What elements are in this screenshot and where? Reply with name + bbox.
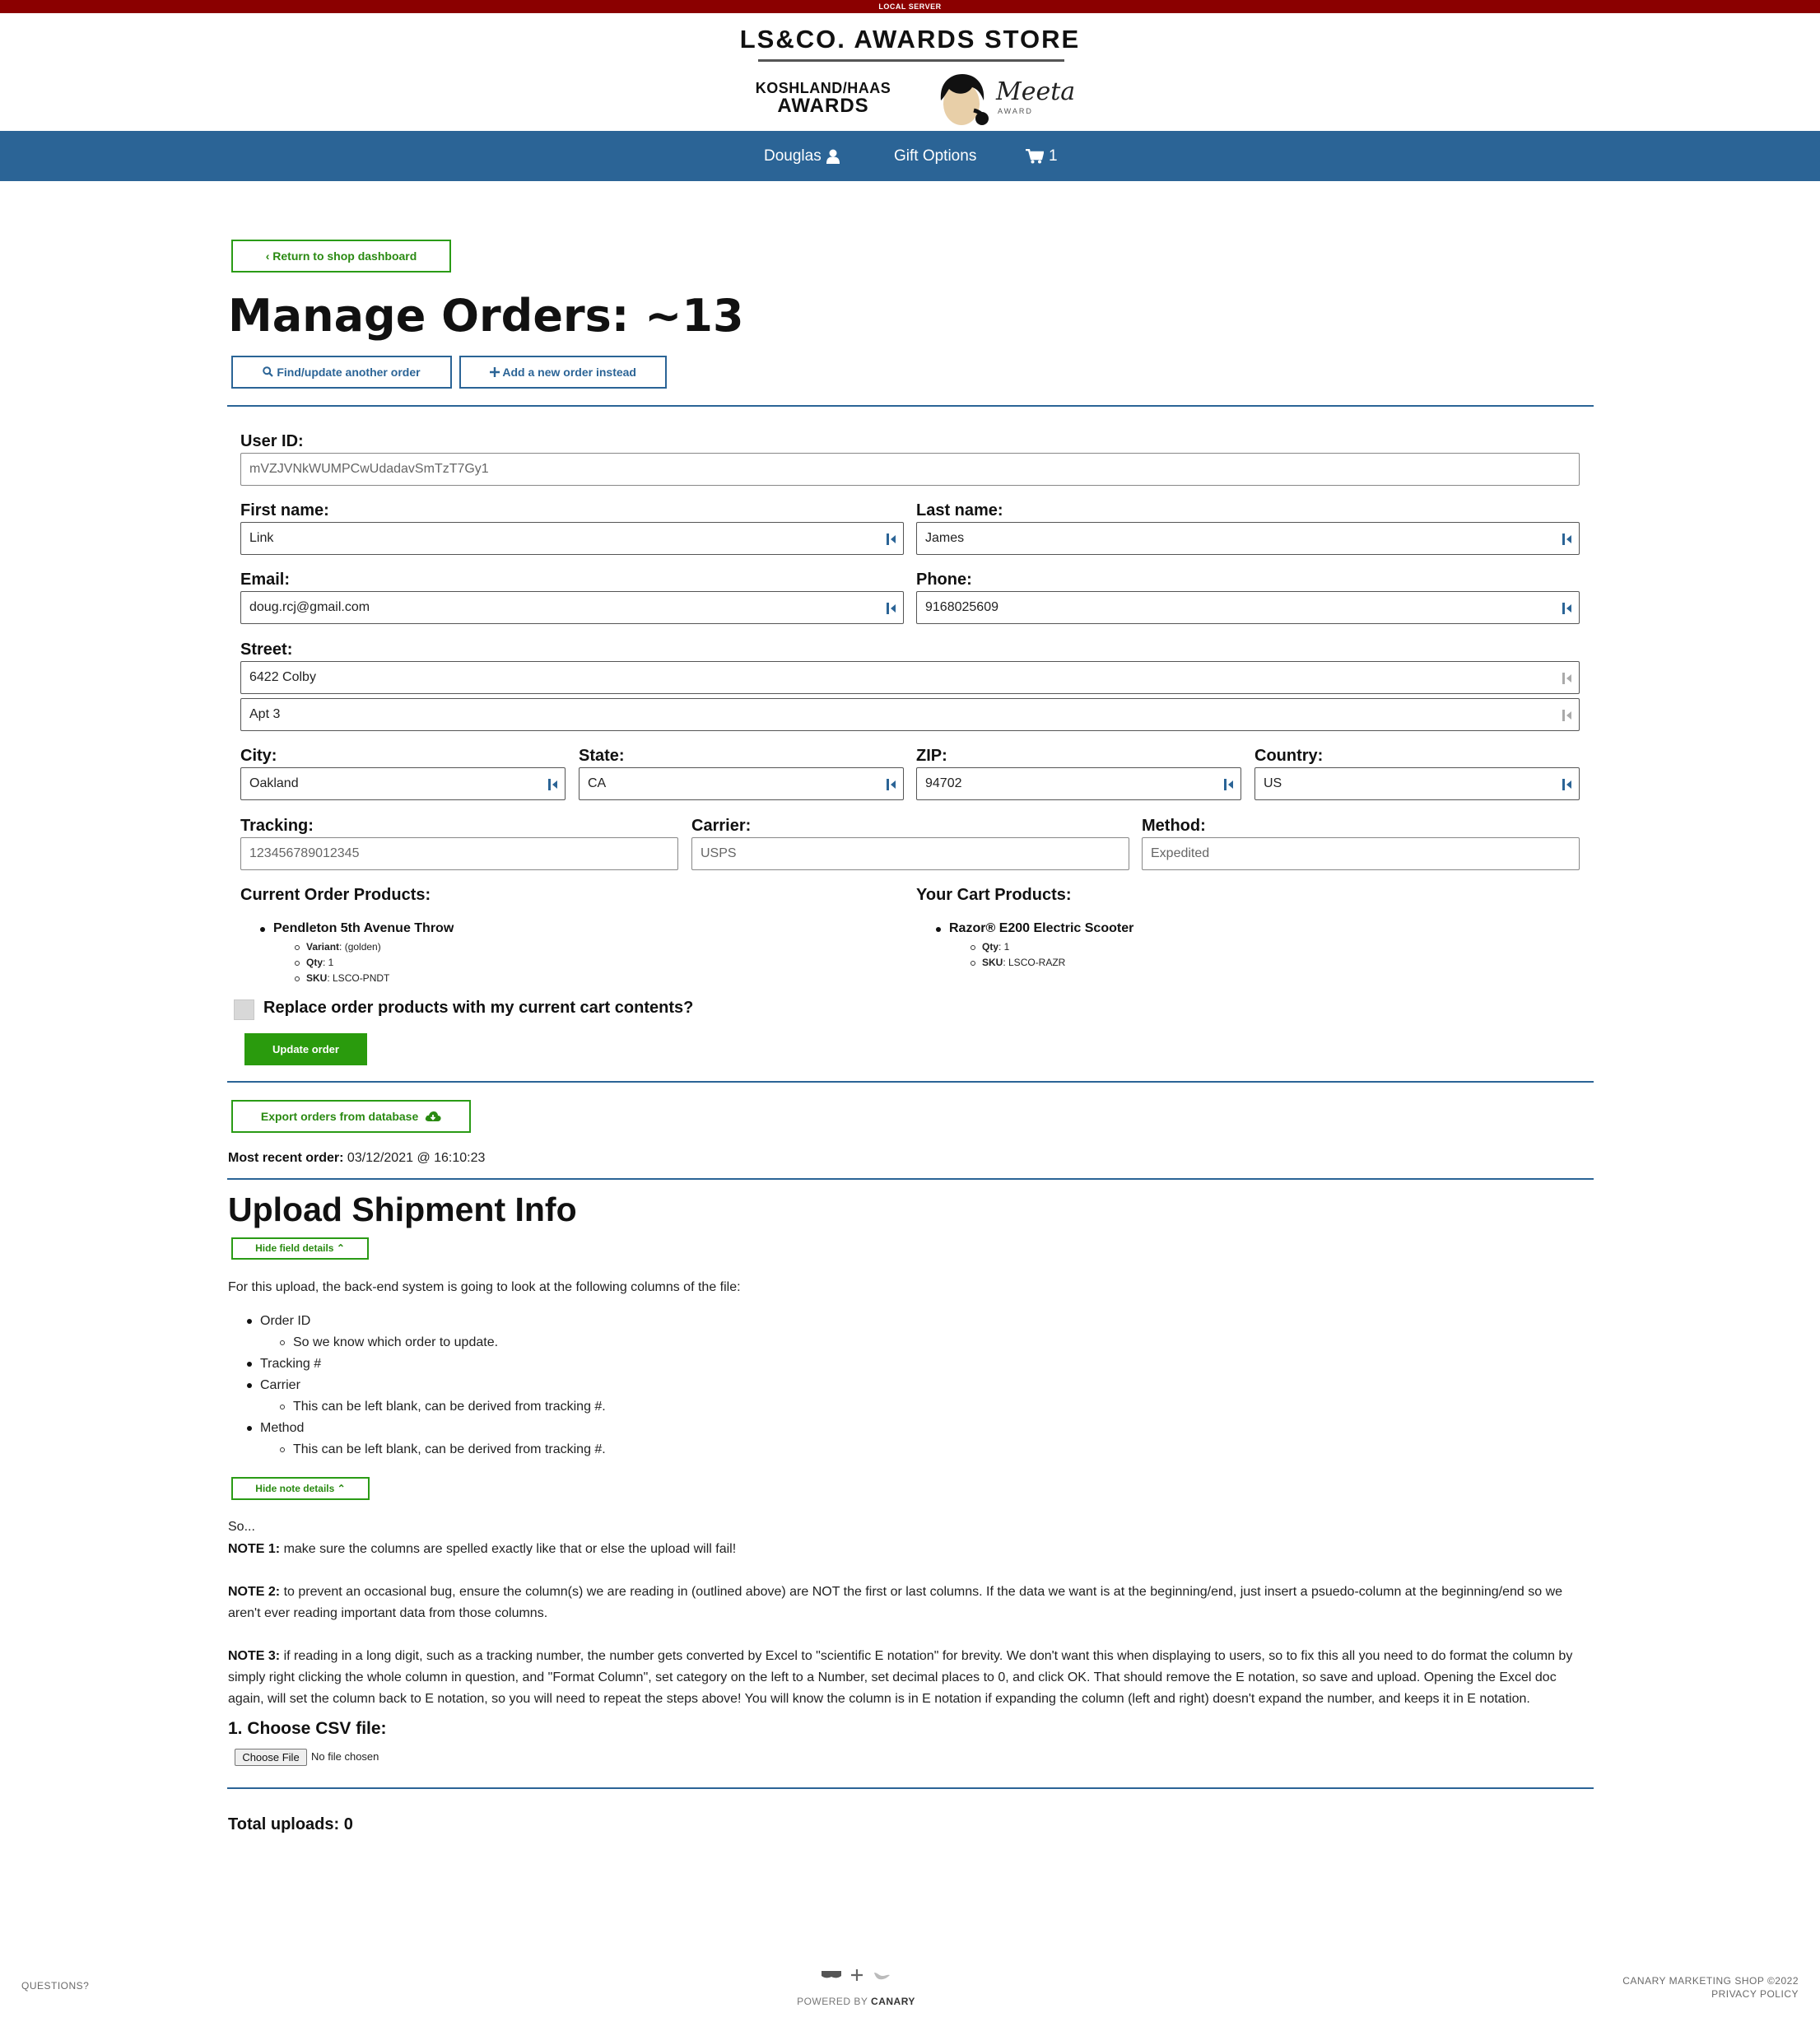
- copyright-text: CANARY MARKETING SHOP ©2022: [1622, 1975, 1799, 1987]
- street-line2-value: Apt 3: [249, 707, 281, 721]
- divider: [227, 405, 1594, 407]
- zip-value: 94702: [925, 776, 962, 790]
- note-3: NOTE 3: if reading in a long digit, such as a tracking number, the number gets converted by Excel to "scientific E notation" for brevity. We don't want this when displaying to users, so to fix this all you need to do format the column by simply right clicking the whole column in question, and "Format Column", set category on the left to a Number, set decimal places to 0, and click OK. That should remove the E notation, so save and upload. Opening the Excel doc again, will set the column back to E notation, so you will need to repeat the steps above! You will know the column is in E notation if expanding the column (left and right) doesn't expand the number, and keeps it in E notation.: [228, 1649, 1573, 1706]
- column-carrier-note: This can be left blank, can be derived from tracking #.: [293, 1400, 606, 1414]
- divider: [227, 1787, 1594, 1789]
- phone-label: Phone:: [916, 571, 972, 589]
- nav-gift-options[interactable]: Gift Options: [894, 147, 977, 165]
- last-name-field[interactable]: [916, 522, 1580, 555]
- email-value: doug.rcj@gmail.com: [249, 600, 370, 614]
- method-label: Method:: [1142, 817, 1206, 835]
- column-order-id-note: So we know which order to update.: [293, 1335, 499, 1349]
- nav-user-account[interactable]: [764, 131, 840, 181]
- note-2: NOTE 2: to prevent an occasional bug, ensure the column(s) we are reading in (outlined above) are NOT the first or last columns. If the data we want is at the beginning/end, just insert a psuedo-column at the beginning/end so we aren't ever reading important data from those columns.: [228, 1585, 1563, 1620]
- column-order-id: Order ID: [260, 1314, 311, 1328]
- list-bullet: [971, 945, 975, 950]
- search-icon: [263, 366, 273, 377]
- city-label: City:: [240, 747, 277, 765]
- nav-cart[interactable]: [1026, 131, 1058, 181]
- list-bullet: [280, 1447, 285, 1452]
- chevron-left-icon: ‹: [265, 249, 273, 263]
- hide-note-label: Hide note details: [255, 1482, 335, 1494]
- replace-products-checkbox[interactable]: [234, 999, 254, 1020]
- column-tracking: Tracking #: [260, 1357, 322, 1371]
- user-id-label: User ID:: [240, 432, 304, 450]
- add-order-button[interactable]: [459, 356, 667, 389]
- local-server-banner: LOCAL SERVER: [0, 0, 1820, 13]
- autofill-icon[interactable]: [1562, 672, 1572, 685]
- phone-field[interactable]: [916, 591, 1580, 624]
- note-1: NOTE 1: make sure the columns are spelled exactly like that or else the upload will fail!: [228, 1542, 737, 1556]
- site-header: [0, 13, 1820, 131]
- method-field[interactable]: Expedited: [1142, 837, 1580, 870]
- carrier-label: Carrier:: [691, 817, 752, 835]
- column-method: Method: [260, 1421, 305, 1435]
- replace-products-label: Replace order products with my current cart contents?: [263, 999, 694, 1017]
- update-order-button[interactable]: Update order: [244, 1033, 367, 1065]
- choose-file-button[interactable]: Choose File: [235, 1749, 307, 1766]
- autofill-icon[interactable]: [1562, 533, 1572, 546]
- levis-logo-icon: [822, 1969, 841, 1981]
- privacy-policy-link[interactable]: PRIVACY POLICY: [1711, 1988, 1799, 2000]
- first-name-label: First name:: [240, 501, 329, 519]
- street-label: Street:: [240, 641, 293, 659]
- store-title[interactable]: LS&CO. AWARDS STORE: [739, 25, 1081, 54]
- upload-title: Upload Shipment Info: [228, 1190, 577, 1228]
- meeta-portrait-icon: [934, 71, 992, 128]
- list-bullet: [247, 1426, 252, 1431]
- state-field[interactable]: [579, 767, 904, 800]
- city-field[interactable]: [240, 767, 566, 800]
- so-text: So...: [228, 1520, 255, 1534]
- list-bullet: [260, 927, 265, 932]
- current-product-qty: Qty: 1: [306, 957, 334, 968]
- export-orders-label: Export orders from database: [260, 1110, 419, 1123]
- first-name-field[interactable]: [240, 522, 904, 555]
- email-field[interactable]: [240, 591, 904, 624]
- return-button-label: Return to shop dashboard: [272, 249, 417, 263]
- meeta-award-label: AWARD: [998, 107, 1033, 115]
- chevron-up-icon: ⌃: [337, 1482, 346, 1494]
- column-carrier: Carrier: [260, 1378, 300, 1392]
- plus-icon: [490, 367, 500, 377]
- footer-legal: [1622, 1974, 1799, 2001]
- upload-intro: For this upload, the back-end system is going to look at the following columns of the file:: [228, 1280, 741, 1294]
- kh-logo-line1: KOSHLAND/HAAS: [755, 80, 891, 96]
- state-label: State:: [579, 747, 625, 765]
- autofill-icon[interactable]: [887, 778, 896, 791]
- canary-bird-icon: [873, 1969, 891, 1981]
- total-uploads: Total uploads: 0: [228, 1815, 353, 1833]
- title-rule: [758, 59, 1064, 62]
- list-bullet: [295, 945, 300, 950]
- current-product-name: Pendleton 5th Avenue Throw: [273, 921, 454, 935]
- file-status: No file chosen: [311, 1750, 379, 1763]
- divider: [227, 1178, 1594, 1180]
- hide-field-label: Hide field details: [255, 1242, 334, 1254]
- powered-by: POWERED BY CANARY: [797, 1996, 915, 2007]
- autofill-icon[interactable]: [887, 602, 896, 615]
- hide-note-details-button[interactable]: [231, 1477, 370, 1500]
- autofill-icon[interactable]: [1562, 709, 1572, 722]
- country-value: US: [1264, 776, 1282, 790]
- street-line1-value: 6422 Colby: [249, 670, 316, 684]
- carrier-field[interactable]: USPS: [691, 837, 1129, 870]
- cart-product-qty: Qty: 1: [982, 941, 1010, 953]
- list-bullet: [936, 927, 941, 932]
- first-name-value: Link: [249, 531, 274, 545]
- cart-product-name: Razor® E200 Electric Scooter: [949, 921, 1134, 935]
- country-label: Country:: [1254, 747, 1324, 765]
- cart-products-heading: Your Cart Products:: [916, 886, 1072, 904]
- autofill-icon[interactable]: [1562, 778, 1572, 791]
- city-value: Oakland: [249, 776, 299, 790]
- current-product-sku: SKU: LSCO-PNDT: [306, 972, 390, 984]
- list-bullet: [295, 961, 300, 966]
- column-method-note: This can be left blank, can be derived from tracking #.: [293, 1442, 606, 1456]
- list-bullet: [295, 976, 300, 981]
- nav-user-name: Douglas: [764, 147, 822, 165]
- find-order-button[interactable]: [231, 356, 452, 389]
- return-to-dashboard-button[interactable]: [231, 240, 451, 273]
- autofill-icon[interactable]: [1224, 778, 1234, 791]
- kh-logo-line2: AWARDS: [777, 95, 869, 117]
- questions-link[interactable]: QUESTIONS?: [21, 1980, 90, 1992]
- current-products-heading: Current Order Products:: [240, 886, 431, 904]
- list-bullet: [247, 1383, 252, 1388]
- list-bullet: [247, 1362, 252, 1367]
- list-bullet: [280, 1340, 285, 1345]
- street-line1-field[interactable]: [240, 661, 1580, 694]
- main-nav: [0, 131, 1820, 181]
- list-bullet: [971, 961, 975, 966]
- zip-label: ZIP:: [916, 747, 947, 765]
- list-bullet: [280, 1405, 285, 1409]
- autofill-icon[interactable]: [1562, 602, 1572, 615]
- plus-icon: [851, 1969, 863, 1981]
- state-value: CA: [588, 776, 607, 790]
- autofill-icon[interactable]: [548, 778, 558, 791]
- add-order-label: Add a new order instead: [502, 366, 636, 379]
- find-order-label: Find/update another order: [277, 366, 421, 379]
- phone-value: 9168025609: [925, 600, 998, 614]
- tracking-label: Tracking:: [240, 817, 314, 835]
- country-field[interactable]: [1254, 767, 1580, 800]
- chevron-up-icon: ⌃: [336, 1242, 345, 1254]
- zip-field[interactable]: [916, 767, 1241, 800]
- export-orders-button[interactable]: [231, 1100, 471, 1133]
- street-line2-field[interactable]: [240, 698, 1580, 731]
- meeta-wordmark: Meeta: [996, 77, 1076, 106]
- hide-field-details-button[interactable]: [231, 1237, 369, 1260]
- page-title: Manage Orders: ~13: [228, 290, 744, 342]
- tracking-field[interactable]: 123456789012345: [240, 837, 678, 870]
- most-recent-order: Most recent order: 03/12/2021 @ 16:10:23: [228, 1151, 486, 1165]
- email-label: Email:: [240, 571, 291, 589]
- list-bullet: [247, 1319, 252, 1324]
- cart-icon: [1026, 149, 1044, 164]
- autofill-icon[interactable]: [887, 533, 896, 546]
- cart-product-sku: SKU: LSCO-RAZR: [982, 957, 1066, 968]
- current-product-variant: Variant: (golden): [306, 941, 381, 953]
- cart-count: 1: [1049, 147, 1058, 165]
- last-name-value: James: [925, 531, 965, 545]
- cloud-download-icon: [425, 1111, 441, 1122]
- choose-csv-label: 1. Choose CSV file:: [228, 1719, 387, 1738]
- user-id-field[interactable]: mVZJVNkWUMPCwUdadavSmTzT7Gy1: [240, 453, 1580, 486]
- divider: [227, 1081, 1594, 1083]
- user-icon: [826, 149, 840, 164]
- last-name-label: Last name:: [916, 501, 1003, 519]
- partner-logos: [774, 1968, 938, 1982]
- koshland-haas-logo[interactable]: [741, 79, 905, 115]
